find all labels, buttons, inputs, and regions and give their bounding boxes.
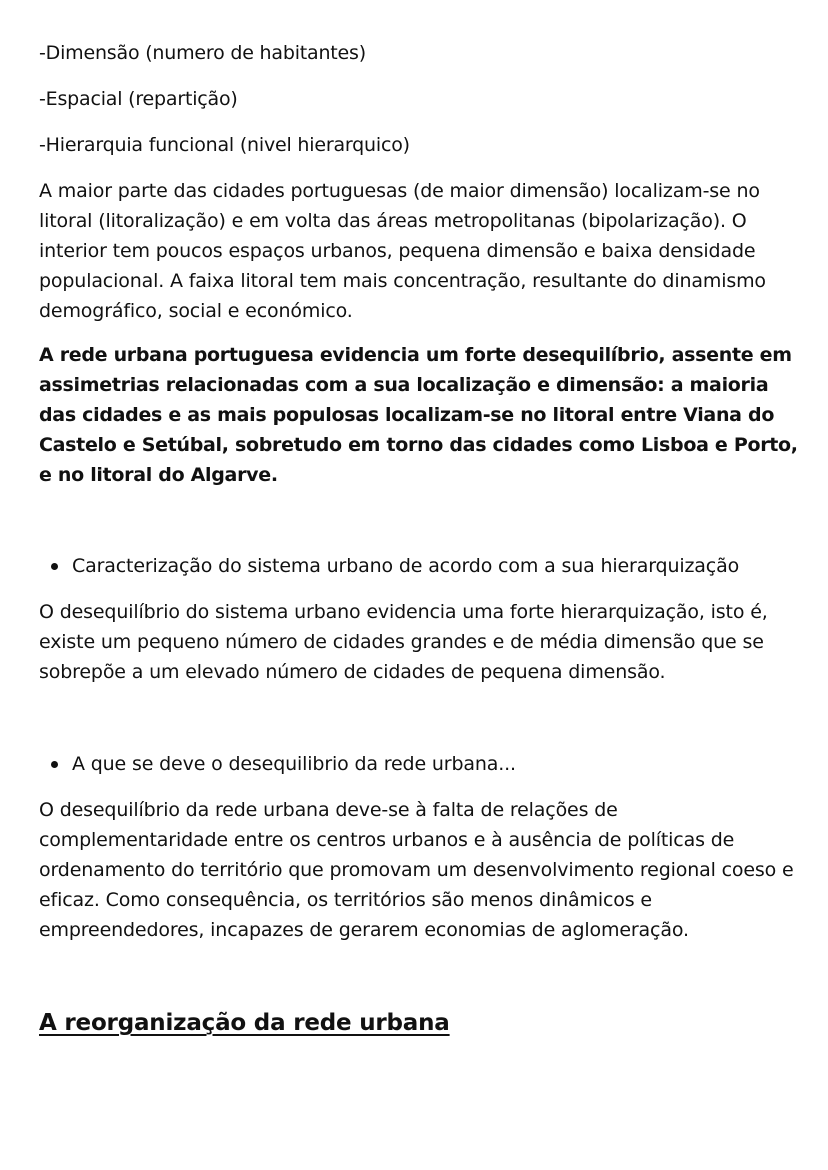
paragraph-cause: O desequilíbrio da rede urbana deve-se à falta de relações de complementaridade entre os centros urbanos e à ausência de políticas de ordenamento do território que promovam um desenvolvimento regional coeso e eficaz. Como consequência, os territórios são menos dinâmicos e empreendedores, incapazes de gerarem economias de aglomeração. <box>39 799 794 941</box>
paragraph-hierarchy: O desequilíbrio do sistema urbano evidencia uma forte hierarquização, isto é, existe um pequeno número de cidades grandes e de média dimensão que se sobrepõe a um elevado número de cidades de pequena dimensão. <box>39 601 768 683</box>
criteria-dimension: -Dimensão (numero de habitantes) <box>39 42 366 64</box>
criteria-spatial: -Espacial (repartição) <box>39 88 238 110</box>
bullet-item-hierarchy <box>39 551 799 581</box>
paragraph-bold-summary: A rede urbana portuguesa evidencia um forte desequilíbrio, assente em assimetrias relacionadas com a sua localização e dimensão: a maioria das cidades e as mais populosas localizam-se no litoral entre Viana do Castelo e Setúbal, sobretudo em torno das cidades como Lisboa e Porto, e no litoral do Algarve. <box>39 344 798 486</box>
bullet-label: Caracterização do sistema urbano de acordo com a sua hierarquização <box>72 555 740 577</box>
paragraph-location: A maior parte das cidades portuguesas (de maior dimensão) localizam-se no litoral (litoralização) e em volta das áreas metropolitanas (bipolarização). O interior tem poucos espaços urbanos, pequena dimensão e baixa densidade populacional. A faixa litoral tem mais concentração, resultante do dinamismo demográfico, social e económico. <box>39 180 766 322</box>
bullet-label: A que se deve o desequilibrio da rede urbana... <box>72 753 516 775</box>
section-heading: A reorganização da rede urbana <box>39 1010 450 1036</box>
bullet-dot-icon <box>51 761 58 768</box>
criteria-functional-hierarchy: -Hierarquia funcional (nivel hierarquico) <box>39 134 410 156</box>
bullet-item-cause <box>39 749 799 779</box>
bullet-dot-icon <box>51 563 58 570</box>
